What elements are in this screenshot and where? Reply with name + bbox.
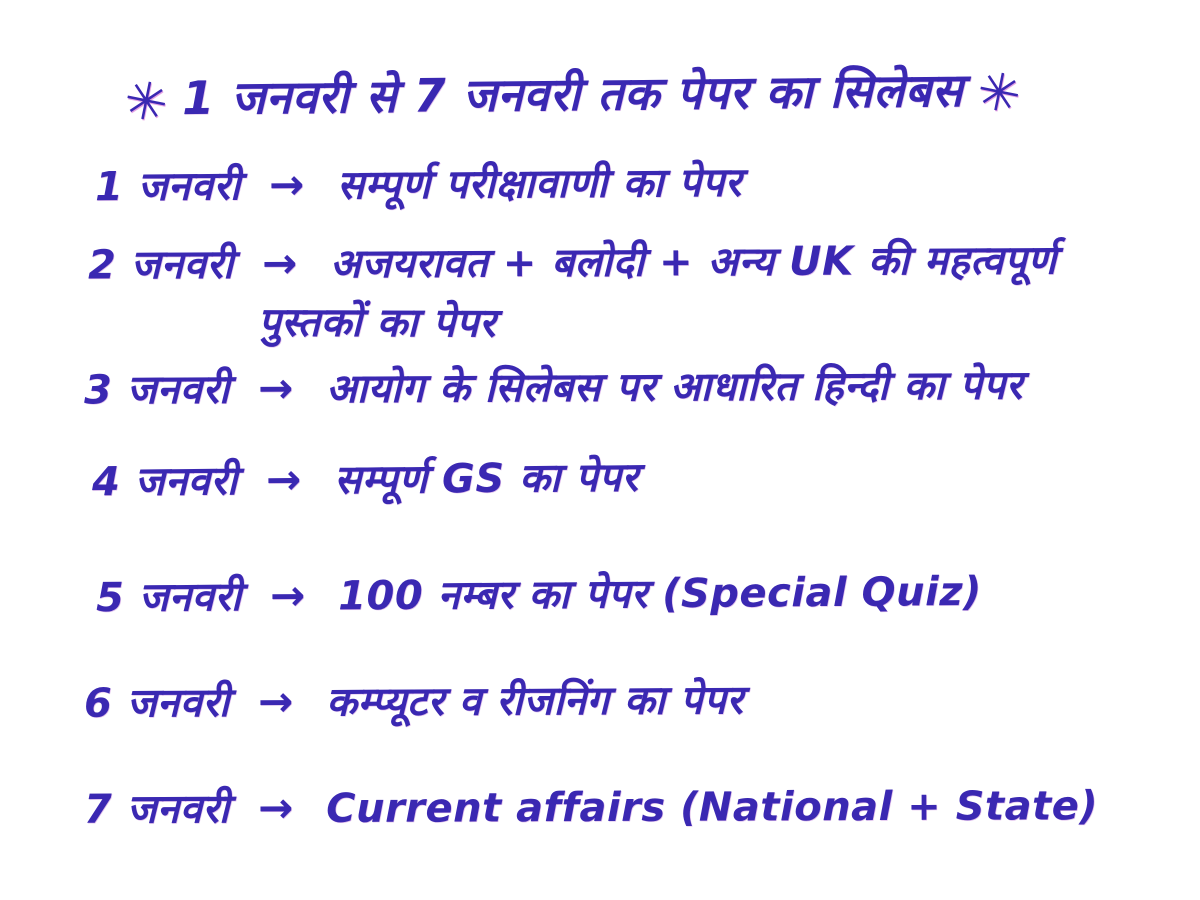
entry-text: आयोग के सिलेबस पर आधारित हिन्दी का पेपर [326,362,1023,413]
entry-date: 4 जनवरी [91,458,238,506]
entry-date: 5 जनवरी [95,574,242,622]
entry-date: 2 जनवरी [87,241,234,289]
schedule-entry [88,230,1057,290]
page-title [110,57,1036,136]
schedule-entry [96,562,982,623]
page-title-text: 1 जनवरी से 7 जनवरी तक पेपर का सिलेबस [181,62,964,126]
entry-date: 1 जनवरी [94,163,241,211]
entry-date: 7 जनवरी [83,786,230,833]
entry-text: पुस्तकों का पेपर [257,299,496,347]
entry-text: Current affairs (National + State) [326,783,1099,832]
entry-date: 3 जनवरी [83,366,230,414]
arrow-icon: → [265,454,302,504]
star-icon: ✳ [118,68,174,136]
entry-text: 100 नम्बर का पेपर (Special Quiz) [338,568,982,620]
entry-date: 6 जनवरी [83,679,230,727]
arrow-icon: → [261,238,298,288]
arrow-icon: → [268,159,305,210]
schedule-entry [95,153,742,213]
schedule-entry [84,670,744,728]
entry-text: सम्पूर्ण परीक्षावाणी का पेपर [337,159,742,209]
entry-text: अजयरावत + बलोदी + अन्य UK की महत्वपूर्ण [330,237,1057,288]
schedule-entry [92,448,639,508]
schedule-entry [84,776,1098,835]
entry-text: सम्पूर्ण GS का पेपर [334,454,639,504]
star-icon: ✳ [971,59,1027,127]
schedule-entry [84,356,1023,416]
arrow-icon: → [269,570,306,620]
arrow-icon: → [257,363,294,413]
entry-text: कम्प्यूटर व रीजनिंग का पेपर [326,677,744,726]
arrow-icon: → [257,676,294,726]
entry-text-continuation [258,293,496,349]
arrow-icon: → [257,783,294,833]
